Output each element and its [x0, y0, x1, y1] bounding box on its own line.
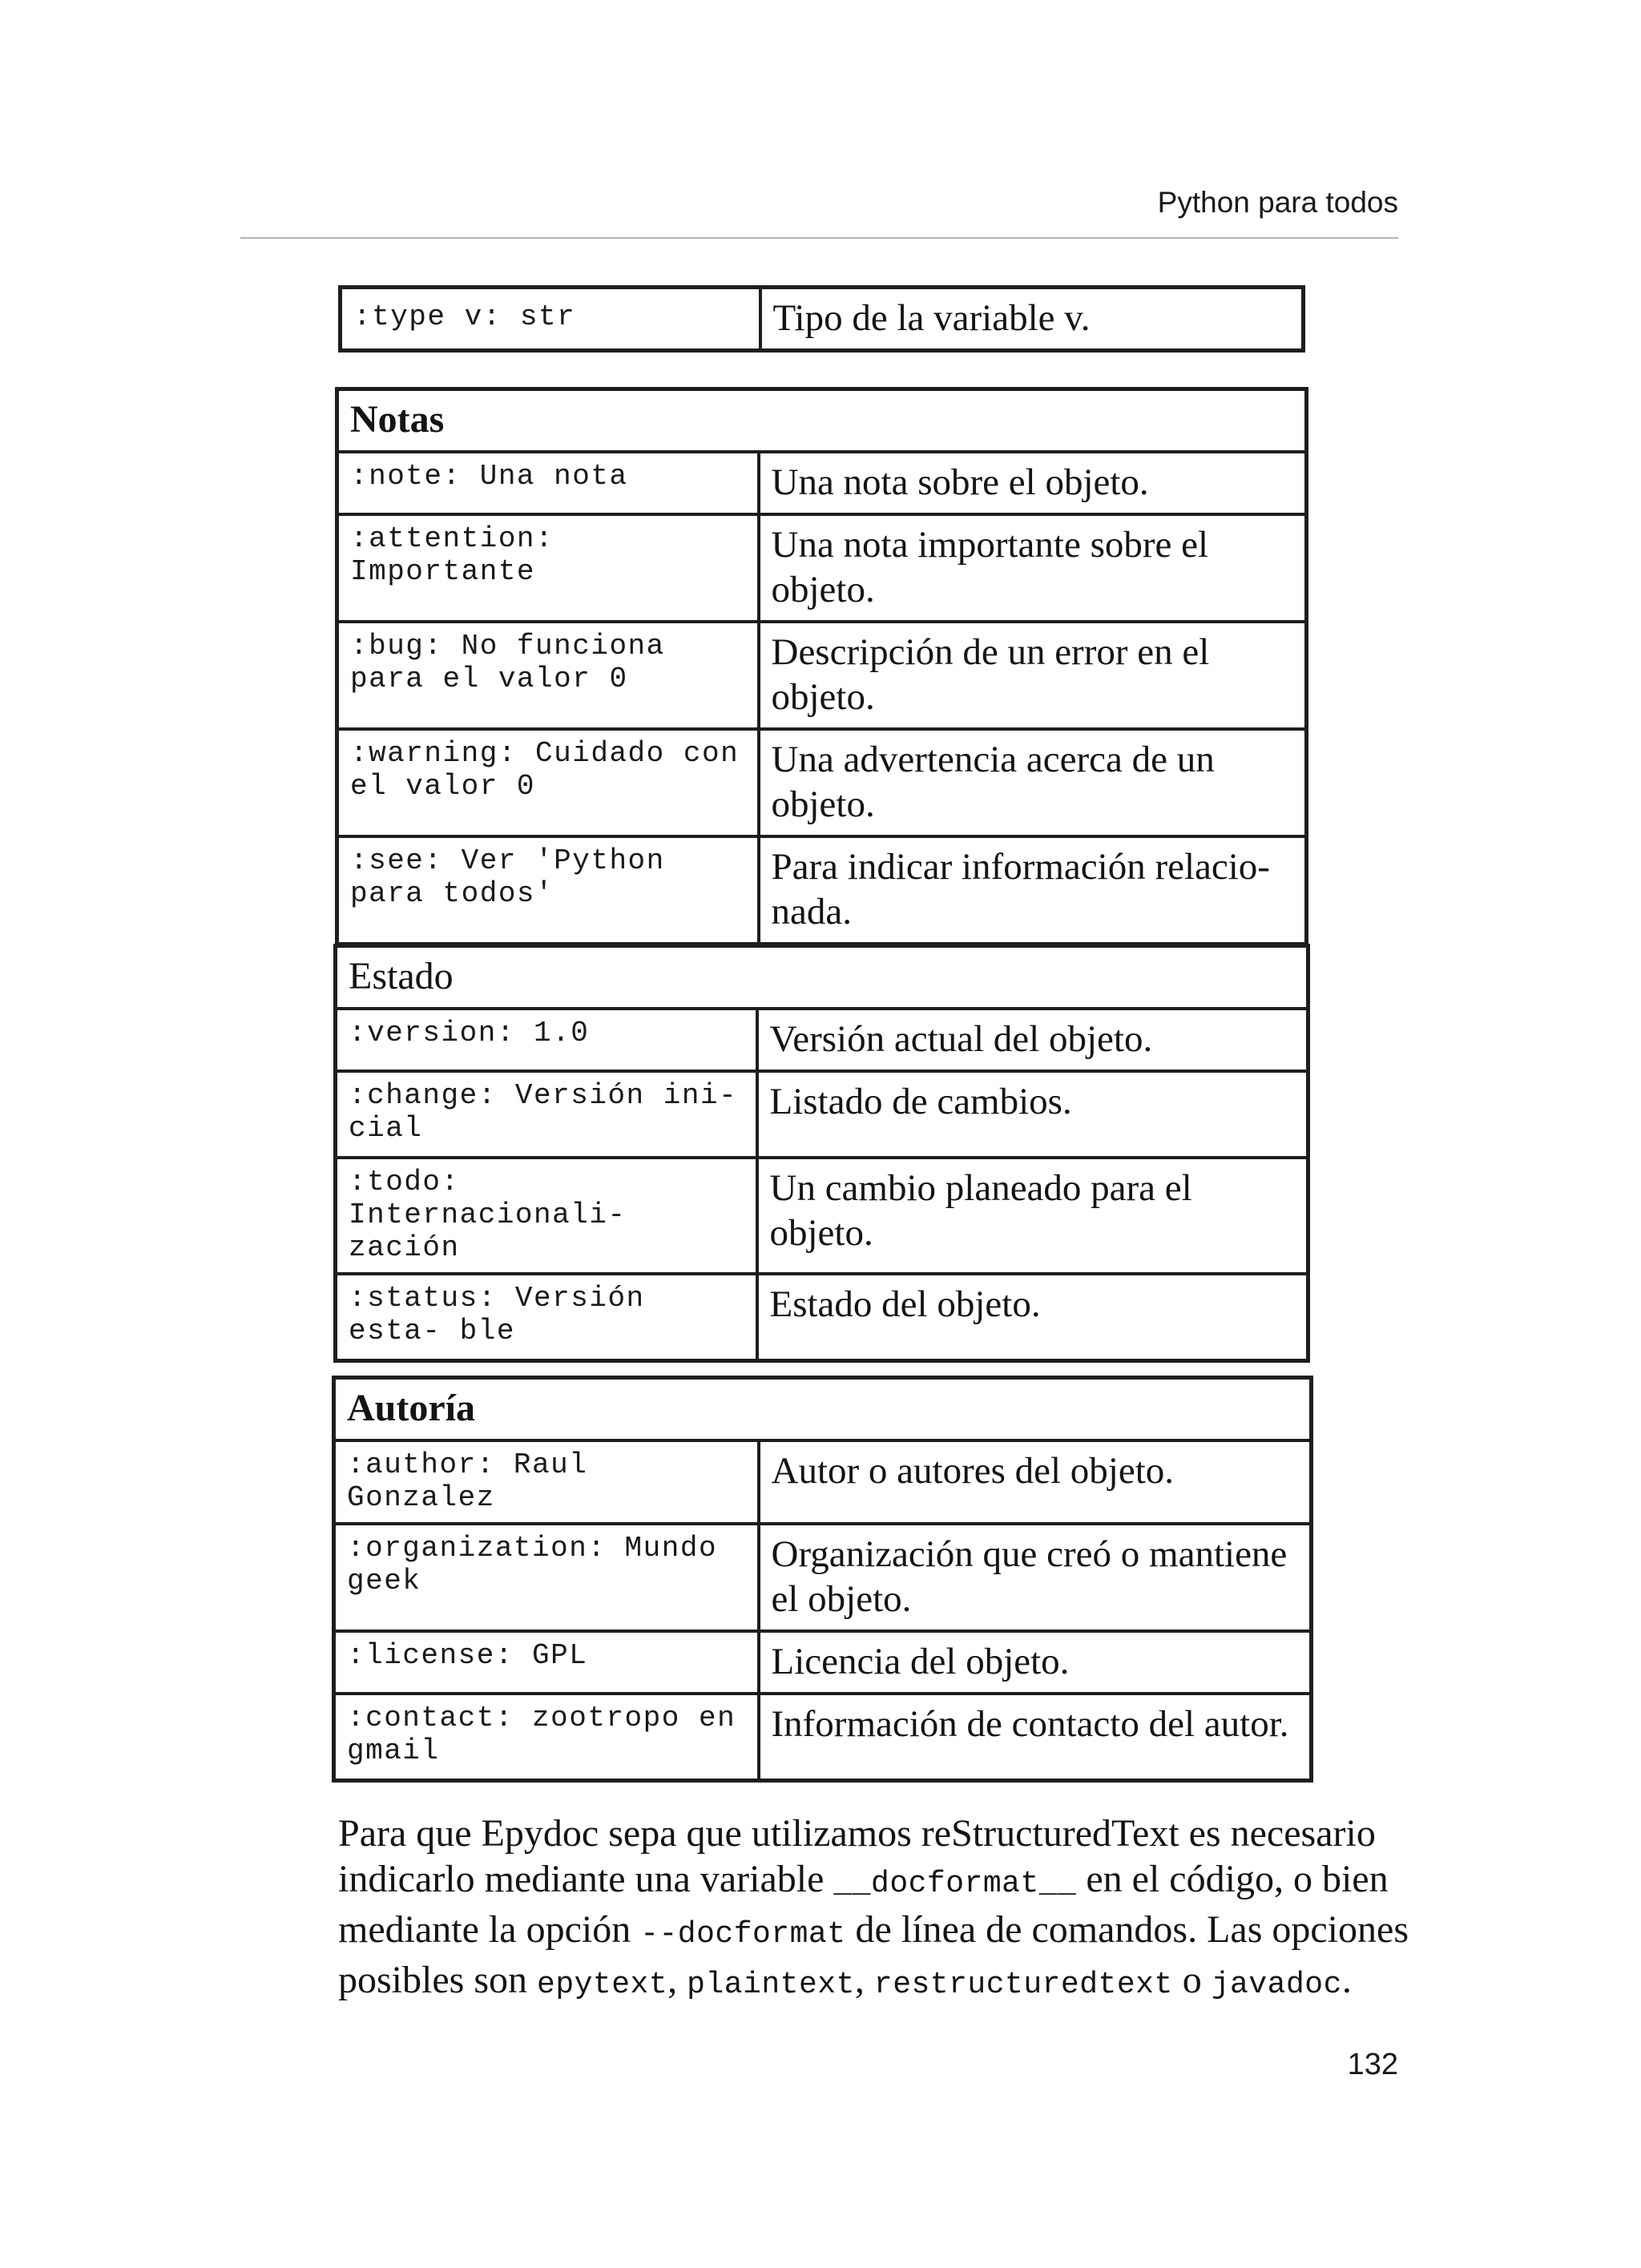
inline-code: __docformat__ [833, 1867, 1077, 1901]
inline-code: restructuredtext [873, 1968, 1173, 2002]
field-description: Un cambio planeado para el objeto. [757, 1158, 1308, 1274]
inline-code: --docformat [640, 1917, 846, 1952]
page-number: 132 [1347, 2048, 1398, 2081]
type-field-table [338, 285, 1305, 352]
field-description: Información de contacto del autor. [759, 1694, 1312, 1780]
section-heading: Autoría [334, 1378, 1312, 1441]
estado-table [333, 944, 1310, 1363]
paragraph-text: o [1172, 1959, 1212, 2001]
table-row [337, 836, 1307, 945]
table-row [336, 1158, 1308, 1274]
field-description: Una advertencia acerca de un objeto. [759, 729, 1307, 836]
section-heading: Notas [337, 389, 1307, 453]
field-code: :attention: Importante [337, 514, 759, 622]
notas-table [335, 387, 1308, 946]
table-row [337, 729, 1307, 836]
field-description: Tipo de la variable v. [760, 288, 1304, 351]
field-code: :warning: Cuidado con el valor 0 [337, 729, 759, 836]
table-heading-row [336, 946, 1308, 1009]
field-code: :license: GPL [334, 1631, 759, 1694]
table-row [334, 1631, 1312, 1694]
field-description: Listado de cambios. [757, 1071, 1308, 1158]
paragraph-text: en el código, o bien mediante la opción [338, 1858, 1389, 1951]
table-row [334, 1440, 1312, 1524]
table-row [341, 288, 1304, 351]
table-row [336, 1009, 1308, 1071]
field-description: Descripción de un error en el objeto. [759, 622, 1307, 729]
field-description: Para indicar información relacio- nada. [759, 836, 1307, 945]
field-code: :type v: str [341, 288, 760, 351]
paragraph-text: , [854, 1959, 874, 2001]
paragraph-text: . [1341, 1959, 1352, 2001]
table-row [337, 622, 1307, 729]
field-description: Versión actual del objeto. [757, 1009, 1308, 1071]
field-code: :todo: Internacionali- zación [336, 1158, 757, 1274]
table-row [337, 514, 1307, 622]
inline-code: epytext [537, 1968, 668, 2002]
field-code: :see: Ver 'Python para todos' [337, 836, 759, 945]
field-description: Licencia del objeto. [759, 1631, 1312, 1694]
field-code: :note: Una nota [337, 452, 759, 514]
section-heading: Estado [336, 946, 1308, 1009]
inline-code: plaintext [687, 1968, 855, 2002]
field-description: Organización que creó o mantiene el objeto. [759, 1524, 1312, 1631]
table-heading-row [337, 389, 1307, 453]
table-row [337, 452, 1307, 514]
field-code: :change: Versión ini- cial [336, 1071, 757, 1158]
table-row [336, 1274, 1308, 1360]
body-paragraph [338, 1811, 1412, 2008]
field-description: Autor o autores del objeto. [759, 1440, 1312, 1524]
header-divider [240, 237, 1398, 239]
field-code: :author: Raul Gonzalez [334, 1440, 759, 1524]
paragraph-text: Para que Epydoc sepa que utilizamos reStructuredText es necesario indicarlo mediante una variable [338, 1812, 1376, 1900]
table-row [334, 1524, 1312, 1631]
inline-code: javadoc [1211, 1968, 1342, 2002]
field-code: :organization: Mundo geek [334, 1524, 759, 1631]
paragraph-text: , [667, 1959, 687, 2001]
field-code: :contact: zootropo en gmail [334, 1694, 759, 1780]
field-description: Una nota importante sobre el objeto. [759, 514, 1307, 622]
autoria-table [332, 1376, 1313, 1783]
running-header-title: Python para todos [1157, 186, 1398, 219]
field-description: Estado del objeto. [757, 1274, 1308, 1360]
paragraph-text: de línea de comandos. Las opciones posibles son [338, 1908, 1409, 2001]
table-row [336, 1071, 1308, 1158]
table-row [334, 1694, 1312, 1780]
field-description: Una nota sobre el objeto. [759, 452, 1307, 514]
field-code: :version: 1.0 [336, 1009, 757, 1071]
table-heading-row [334, 1378, 1312, 1441]
field-code: :status: Versión esta- ble [336, 1274, 757, 1360]
field-code: :bug: No funciona para el valor 0 [337, 622, 759, 729]
